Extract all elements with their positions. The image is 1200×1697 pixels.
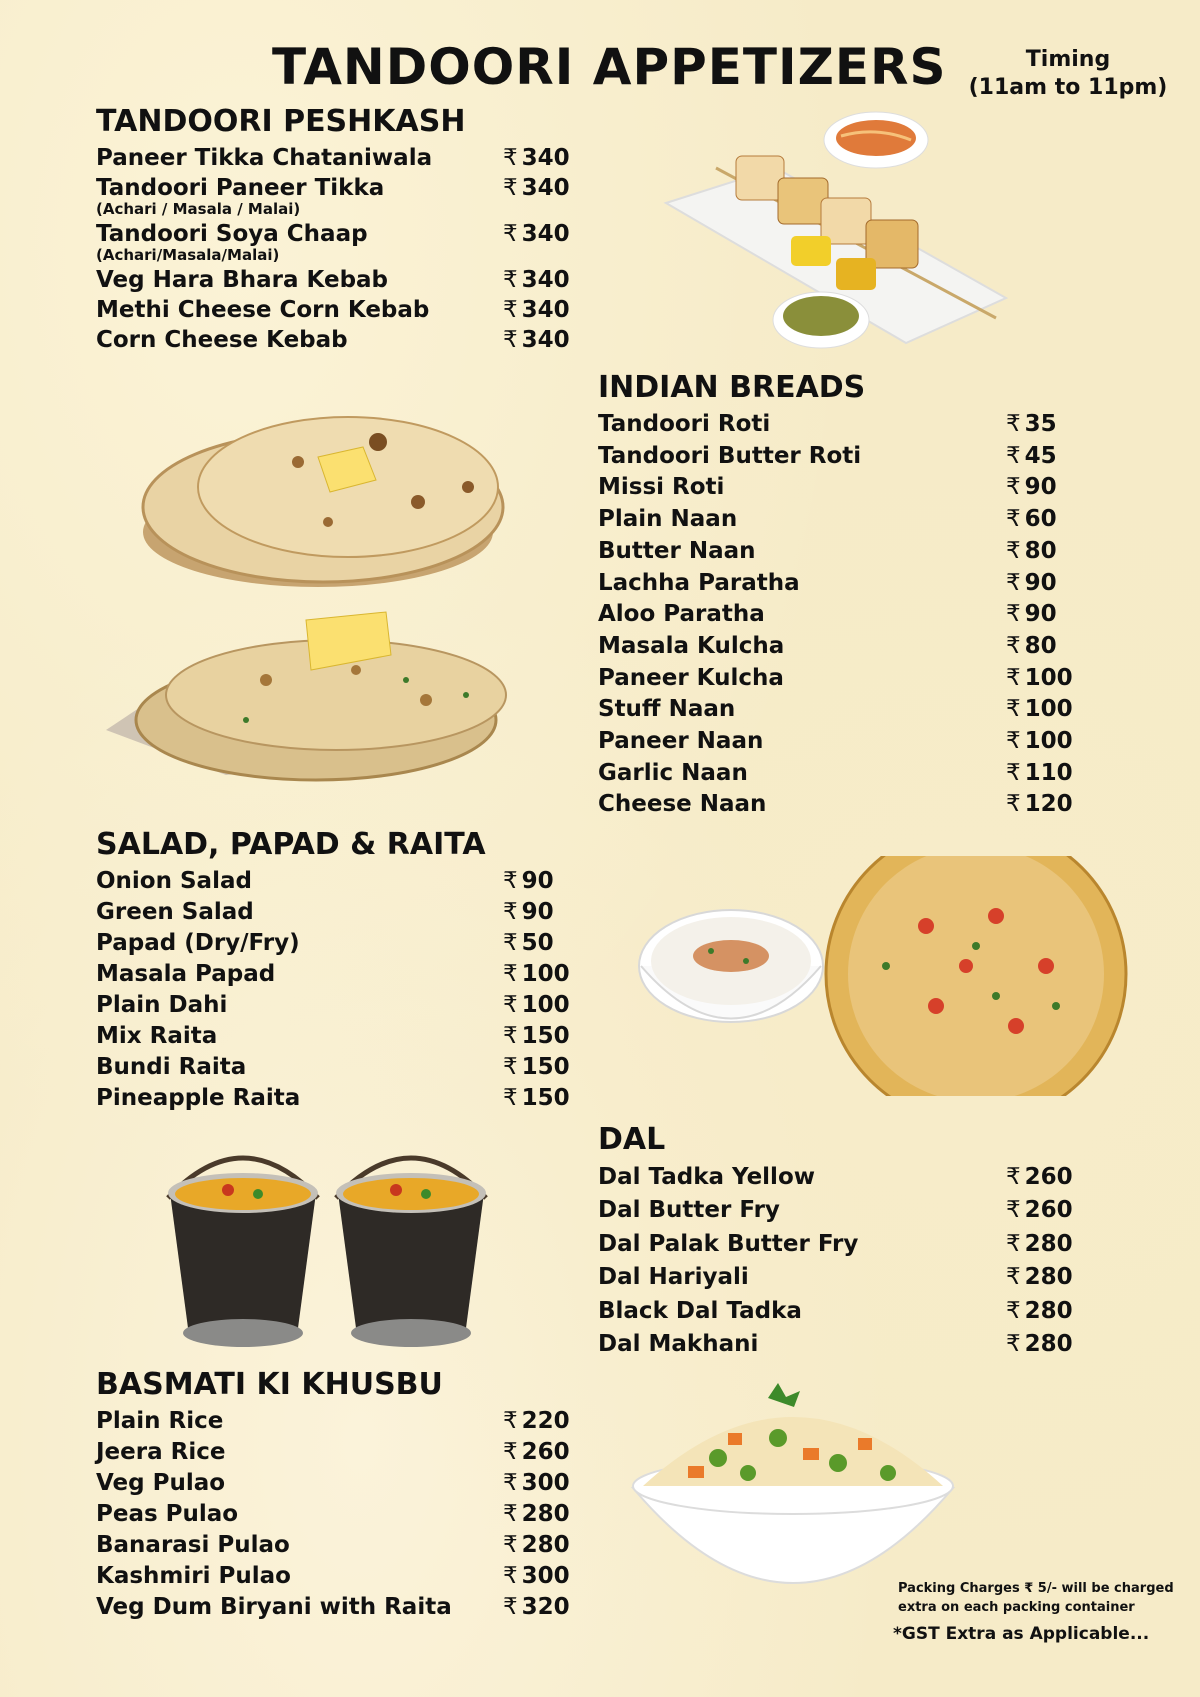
packing-line-1: Packing Charges ₹ 5/- will be charged bbox=[898, 1581, 1174, 1596]
item-name: Veg Dum Biryani with Raita bbox=[96, 1594, 452, 1620]
item-name: Missi Roti bbox=[598, 474, 725, 501]
item-variants: (Achari / Masala / Malai) bbox=[96, 200, 301, 218]
menu-item bbox=[598, 441, 1057, 473]
rupee-symbol: ₹ bbox=[503, 868, 518, 894]
menu-item bbox=[598, 631, 1057, 663]
item-name: Masala Kulcha bbox=[598, 632, 785, 659]
menu-item bbox=[598, 758, 1073, 790]
price-value: 90 bbox=[1024, 601, 1057, 628]
section-title: BASMATI KI KHUSBU bbox=[96, 1367, 443, 1402]
rupee-symbol: ₹ bbox=[503, 1408, 518, 1434]
price-value: 150 bbox=[521, 1085, 570, 1111]
price-value: 100 bbox=[521, 961, 570, 987]
item-price bbox=[503, 1052, 570, 1083]
price-value: 45 bbox=[1024, 442, 1057, 469]
price-value: 120 bbox=[1024, 791, 1073, 818]
item-price bbox=[503, 1561, 570, 1592]
item-name: Cheese Naan bbox=[598, 791, 767, 818]
item-name: Tandoori Paneer Tikka bbox=[96, 175, 385, 201]
item-price bbox=[503, 1468, 570, 1499]
rupee-symbol: ₹ bbox=[1006, 601, 1021, 628]
menu-item bbox=[598, 536, 1057, 568]
item-name: Tandoori Roti bbox=[598, 411, 771, 437]
menu-item bbox=[598, 1194, 1073, 1227]
item-price bbox=[503, 1499, 570, 1530]
item-price bbox=[503, 959, 570, 990]
rupee-symbol: ₹ bbox=[1006, 506, 1021, 533]
price-value: 150 bbox=[521, 1023, 570, 1049]
rupee-symbol: ₹ bbox=[1006, 632, 1021, 659]
item-name: Kashmiri Pulao bbox=[96, 1563, 291, 1589]
item-name: Banarasi Pulao bbox=[96, 1532, 290, 1558]
item-price bbox=[503, 1592, 570, 1623]
item-price bbox=[503, 1083, 570, 1114]
item-name: Plain Naan bbox=[598, 506, 738, 533]
price-value: 100 bbox=[1024, 696, 1073, 723]
paneer-tikka-image bbox=[656, 108, 1016, 358]
section-title: DAL bbox=[598, 1122, 666, 1157]
item-variants: (Achari/Masala/Malai) bbox=[96, 246, 280, 264]
timing-info bbox=[968, 46, 1168, 102]
item-name: Pineapple Raita bbox=[96, 1085, 301, 1111]
item-name: Paneer Naan bbox=[598, 728, 764, 755]
menu-item bbox=[96, 265, 570, 295]
price-value: 60 bbox=[1024, 506, 1057, 533]
item-name: Tandoori Soya Chaap bbox=[96, 221, 368, 247]
rupee-symbol: ₹ bbox=[1006, 1164, 1021, 1190]
menu-item bbox=[598, 1161, 1073, 1194]
price-value: 300 bbox=[521, 1470, 570, 1496]
menu-item bbox=[96, 1437, 570, 1468]
price-value: 280 bbox=[1024, 1230, 1073, 1257]
menu-item bbox=[598, 1261, 1073, 1294]
menu-item bbox=[598, 726, 1073, 758]
item-price bbox=[1006, 599, 1057, 631]
rupee-symbol: ₹ bbox=[1006, 1230, 1021, 1257]
item-price bbox=[503, 1021, 570, 1052]
item-price bbox=[1006, 726, 1073, 758]
butter-naan-image bbox=[106, 600, 526, 790]
price-value: 340 bbox=[521, 221, 570, 247]
dal-bucket-image bbox=[158, 1128, 498, 1353]
item-price bbox=[503, 173, 570, 203]
section-salad-papad-raita bbox=[96, 827, 570, 1114]
rupee-symbol: ₹ bbox=[503, 1501, 518, 1527]
menu-item bbox=[96, 1530, 570, 1561]
tandoori-roti-image bbox=[118, 392, 508, 602]
item-price bbox=[1006, 789, 1073, 821]
item-price bbox=[1006, 1295, 1073, 1328]
rupee-symbol: ₹ bbox=[503, 221, 518, 247]
menu-item bbox=[598, 568, 1057, 600]
rupee-symbol: ₹ bbox=[503, 327, 518, 353]
price-value: 260 bbox=[521, 1439, 570, 1465]
rupee-symbol: ₹ bbox=[1006, 728, 1021, 755]
menu-item bbox=[96, 1561, 570, 1592]
price-value: 280 bbox=[1024, 1297, 1073, 1324]
item-price bbox=[1006, 694, 1073, 726]
menu-item bbox=[598, 472, 1057, 504]
item-name: Veg Hara Bhara Kebab bbox=[96, 267, 389, 293]
item-price bbox=[503, 1437, 570, 1468]
price-value: 340 bbox=[521, 297, 570, 323]
item-price bbox=[1006, 441, 1057, 473]
item-price bbox=[1006, 1261, 1073, 1294]
item-price bbox=[503, 1406, 570, 1437]
item-name: Plain Rice bbox=[96, 1408, 224, 1434]
item-price bbox=[1006, 1328, 1073, 1361]
menu-item bbox=[96, 1083, 570, 1114]
item-price bbox=[1006, 472, 1057, 504]
item-name: Dal Butter Fry bbox=[598, 1197, 780, 1224]
item-price bbox=[503, 866, 554, 897]
item-price bbox=[1006, 758, 1073, 790]
menu-item bbox=[598, 504, 1057, 536]
item-name: Masala Papad bbox=[96, 961, 276, 987]
item-price bbox=[503, 990, 570, 1021]
price-value: 80 bbox=[1024, 537, 1057, 564]
price-value: 300 bbox=[521, 1563, 570, 1589]
rupee-symbol: ₹ bbox=[1006, 1264, 1021, 1291]
rupee-symbol: ₹ bbox=[1006, 664, 1021, 691]
packing-line-2: extra on each packing container bbox=[898, 1600, 1135, 1615]
item-price bbox=[1006, 1161, 1073, 1194]
rupee-symbol: ₹ bbox=[503, 899, 518, 925]
rupee-symbol: ₹ bbox=[1006, 537, 1021, 564]
raita-and-masala-papad-image bbox=[636, 856, 1136, 1096]
menu-item bbox=[96, 959, 570, 990]
item-name: Black Dal Tadka bbox=[598, 1297, 802, 1324]
item-name: Dal Tadka Yellow bbox=[598, 1164, 815, 1190]
rupee-symbol: ₹ bbox=[503, 267, 518, 293]
item-name: Paneer Tikka Chataniwala bbox=[96, 145, 433, 171]
menu-item bbox=[96, 1499, 570, 1530]
section-title: INDIAN BREADS bbox=[598, 370, 866, 405]
menu-item bbox=[96, 143, 570, 173]
item-name: Bundi Raita bbox=[96, 1054, 247, 1080]
rupee-symbol: ₹ bbox=[503, 1532, 518, 1558]
item-name: Jeera Rice bbox=[96, 1439, 226, 1465]
menu-item bbox=[598, 1228, 1073, 1261]
section-tandoori-peshkash bbox=[96, 104, 570, 355]
price-value: 260 bbox=[1024, 1197, 1073, 1224]
price-value: 35 bbox=[1024, 411, 1057, 437]
packing-charges-note bbox=[898, 1579, 1174, 1617]
item-price bbox=[503, 928, 554, 959]
price-value: 340 bbox=[521, 327, 570, 353]
price-value: 90 bbox=[1024, 474, 1057, 501]
rupee-symbol: ₹ bbox=[503, 1594, 518, 1620]
menu-item bbox=[96, 1592, 570, 1623]
section-title: SALAD, PAPAD & RAITA bbox=[96, 827, 486, 862]
rupee-symbol: ₹ bbox=[503, 992, 518, 1018]
rupee-symbol: ₹ bbox=[503, 1023, 518, 1049]
price-value: 220 bbox=[521, 1408, 570, 1434]
item-name: Peas Pulao bbox=[96, 1501, 239, 1527]
price-value: 260 bbox=[1024, 1164, 1073, 1190]
item-name: Tandoori Butter Roti bbox=[598, 442, 862, 469]
item-price bbox=[1006, 409, 1057, 441]
item-price bbox=[503, 897, 554, 928]
price-value: 110 bbox=[1024, 759, 1073, 786]
item-name: Corn Cheese Kebab bbox=[96, 327, 348, 353]
item-price bbox=[1006, 504, 1057, 536]
rupee-symbol: ₹ bbox=[1006, 442, 1021, 469]
item-name: Dal Makhani bbox=[598, 1331, 759, 1358]
price-value: 90 bbox=[521, 868, 554, 894]
menu-item bbox=[598, 599, 1057, 631]
item-name: Butter Naan bbox=[598, 537, 756, 564]
item-name: Dal Palak Butter Fry bbox=[598, 1230, 859, 1257]
price-value: 90 bbox=[521, 899, 554, 925]
rupee-symbol: ₹ bbox=[1006, 569, 1021, 596]
price-value: 90 bbox=[1024, 569, 1057, 596]
section-indian-breads bbox=[598, 370, 1073, 821]
item-price bbox=[1006, 1228, 1073, 1261]
rupee-symbol: ₹ bbox=[1006, 1197, 1021, 1224]
gst-note: *GST Extra as Applicable... bbox=[893, 1624, 1150, 1644]
item-name: Dal Hariyali bbox=[598, 1264, 749, 1291]
item-price bbox=[1006, 631, 1057, 663]
item-name: Mix Raita bbox=[96, 1023, 218, 1049]
rupee-symbol: ₹ bbox=[1006, 759, 1021, 786]
price-value: 280 bbox=[521, 1501, 570, 1527]
item-name: Onion Salad bbox=[96, 868, 252, 894]
page-title: TANDOORI APPETIZERS bbox=[272, 38, 947, 96]
menu-item bbox=[96, 1406, 570, 1437]
item-price bbox=[503, 1530, 570, 1561]
rupee-symbol: ₹ bbox=[503, 1439, 518, 1465]
menu-item bbox=[598, 789, 1073, 821]
rupee-symbol: ₹ bbox=[1006, 1297, 1021, 1324]
item-name: Stuff Naan bbox=[598, 696, 736, 723]
item-price bbox=[1006, 1194, 1073, 1227]
rupee-symbol: ₹ bbox=[503, 1563, 518, 1589]
item-price bbox=[1006, 663, 1073, 695]
menu-item bbox=[96, 325, 570, 355]
menu-item bbox=[598, 663, 1073, 695]
item-price bbox=[1006, 536, 1057, 568]
price-value: 50 bbox=[521, 930, 554, 956]
menu-item bbox=[96, 990, 570, 1021]
item-name: Green Salad bbox=[96, 899, 254, 925]
menu-item bbox=[96, 219, 570, 249]
rupee-symbol: ₹ bbox=[1006, 411, 1021, 437]
timing-hours: (11am to 11pm) bbox=[968, 75, 1168, 100]
price-value: 320 bbox=[521, 1594, 570, 1620]
menu-item bbox=[598, 694, 1073, 726]
item-name: Papad (Dry/Fry) bbox=[96, 930, 300, 956]
item-name: Lachha Paratha bbox=[598, 569, 800, 596]
menu-item bbox=[598, 1328, 1073, 1361]
rupee-symbol: ₹ bbox=[1006, 474, 1021, 501]
item-price bbox=[503, 143, 570, 173]
price-value: 340 bbox=[521, 267, 570, 293]
item-name: Paneer Kulcha bbox=[598, 664, 784, 691]
timing-label: Timing bbox=[1025, 47, 1111, 72]
price-value: 280 bbox=[521, 1532, 570, 1558]
item-price bbox=[503, 265, 570, 295]
menu-item bbox=[96, 897, 554, 928]
price-value: 100 bbox=[1024, 664, 1073, 691]
price-value: 340 bbox=[521, 175, 570, 201]
item-name: Methi Cheese Corn Kebab bbox=[96, 297, 430, 323]
menu-item bbox=[96, 295, 570, 325]
rupee-symbol: ₹ bbox=[1006, 696, 1021, 723]
menu-item bbox=[96, 866, 554, 897]
rupee-symbol: ₹ bbox=[503, 961, 518, 987]
price-value: 280 bbox=[1024, 1331, 1073, 1358]
item-name: Aloo Paratha bbox=[598, 601, 765, 628]
rupee-symbol: ₹ bbox=[1006, 1331, 1021, 1358]
menu-item bbox=[598, 409, 1057, 441]
rupee-symbol: ₹ bbox=[503, 930, 518, 956]
section-dal bbox=[598, 1122, 1073, 1361]
menu-item bbox=[96, 173, 570, 203]
item-price bbox=[1006, 568, 1057, 600]
item-name: Veg Pulao bbox=[96, 1470, 226, 1496]
section-basmati-ki-khusbu bbox=[96, 1367, 570, 1623]
item-price bbox=[503, 219, 570, 249]
rupee-symbol: ₹ bbox=[503, 1470, 518, 1496]
section-title: TANDOORI PESHKASH bbox=[96, 104, 466, 139]
item-price bbox=[503, 325, 570, 355]
menu-item bbox=[598, 1295, 1073, 1328]
menu-item bbox=[96, 1021, 570, 1052]
price-value: 80 bbox=[1024, 632, 1057, 659]
rupee-symbol: ₹ bbox=[503, 145, 518, 171]
menu-item bbox=[96, 1052, 570, 1083]
price-value: 150 bbox=[521, 1054, 570, 1080]
rupee-symbol: ₹ bbox=[503, 297, 518, 323]
rupee-symbol: ₹ bbox=[503, 1085, 518, 1111]
price-value: 340 bbox=[521, 145, 570, 171]
item-name: Garlic Naan bbox=[598, 759, 748, 786]
item-name: Plain Dahi bbox=[96, 992, 228, 1018]
price-value: 100 bbox=[1024, 728, 1073, 755]
menu-item bbox=[96, 1468, 570, 1499]
menu-item bbox=[96, 928, 554, 959]
rupee-symbol: ₹ bbox=[503, 175, 518, 201]
rupee-symbol: ₹ bbox=[1006, 791, 1021, 818]
item-price bbox=[503, 295, 570, 325]
price-value: 100 bbox=[521, 992, 570, 1018]
rupee-symbol: ₹ bbox=[503, 1054, 518, 1080]
price-value: 280 bbox=[1024, 1264, 1073, 1291]
